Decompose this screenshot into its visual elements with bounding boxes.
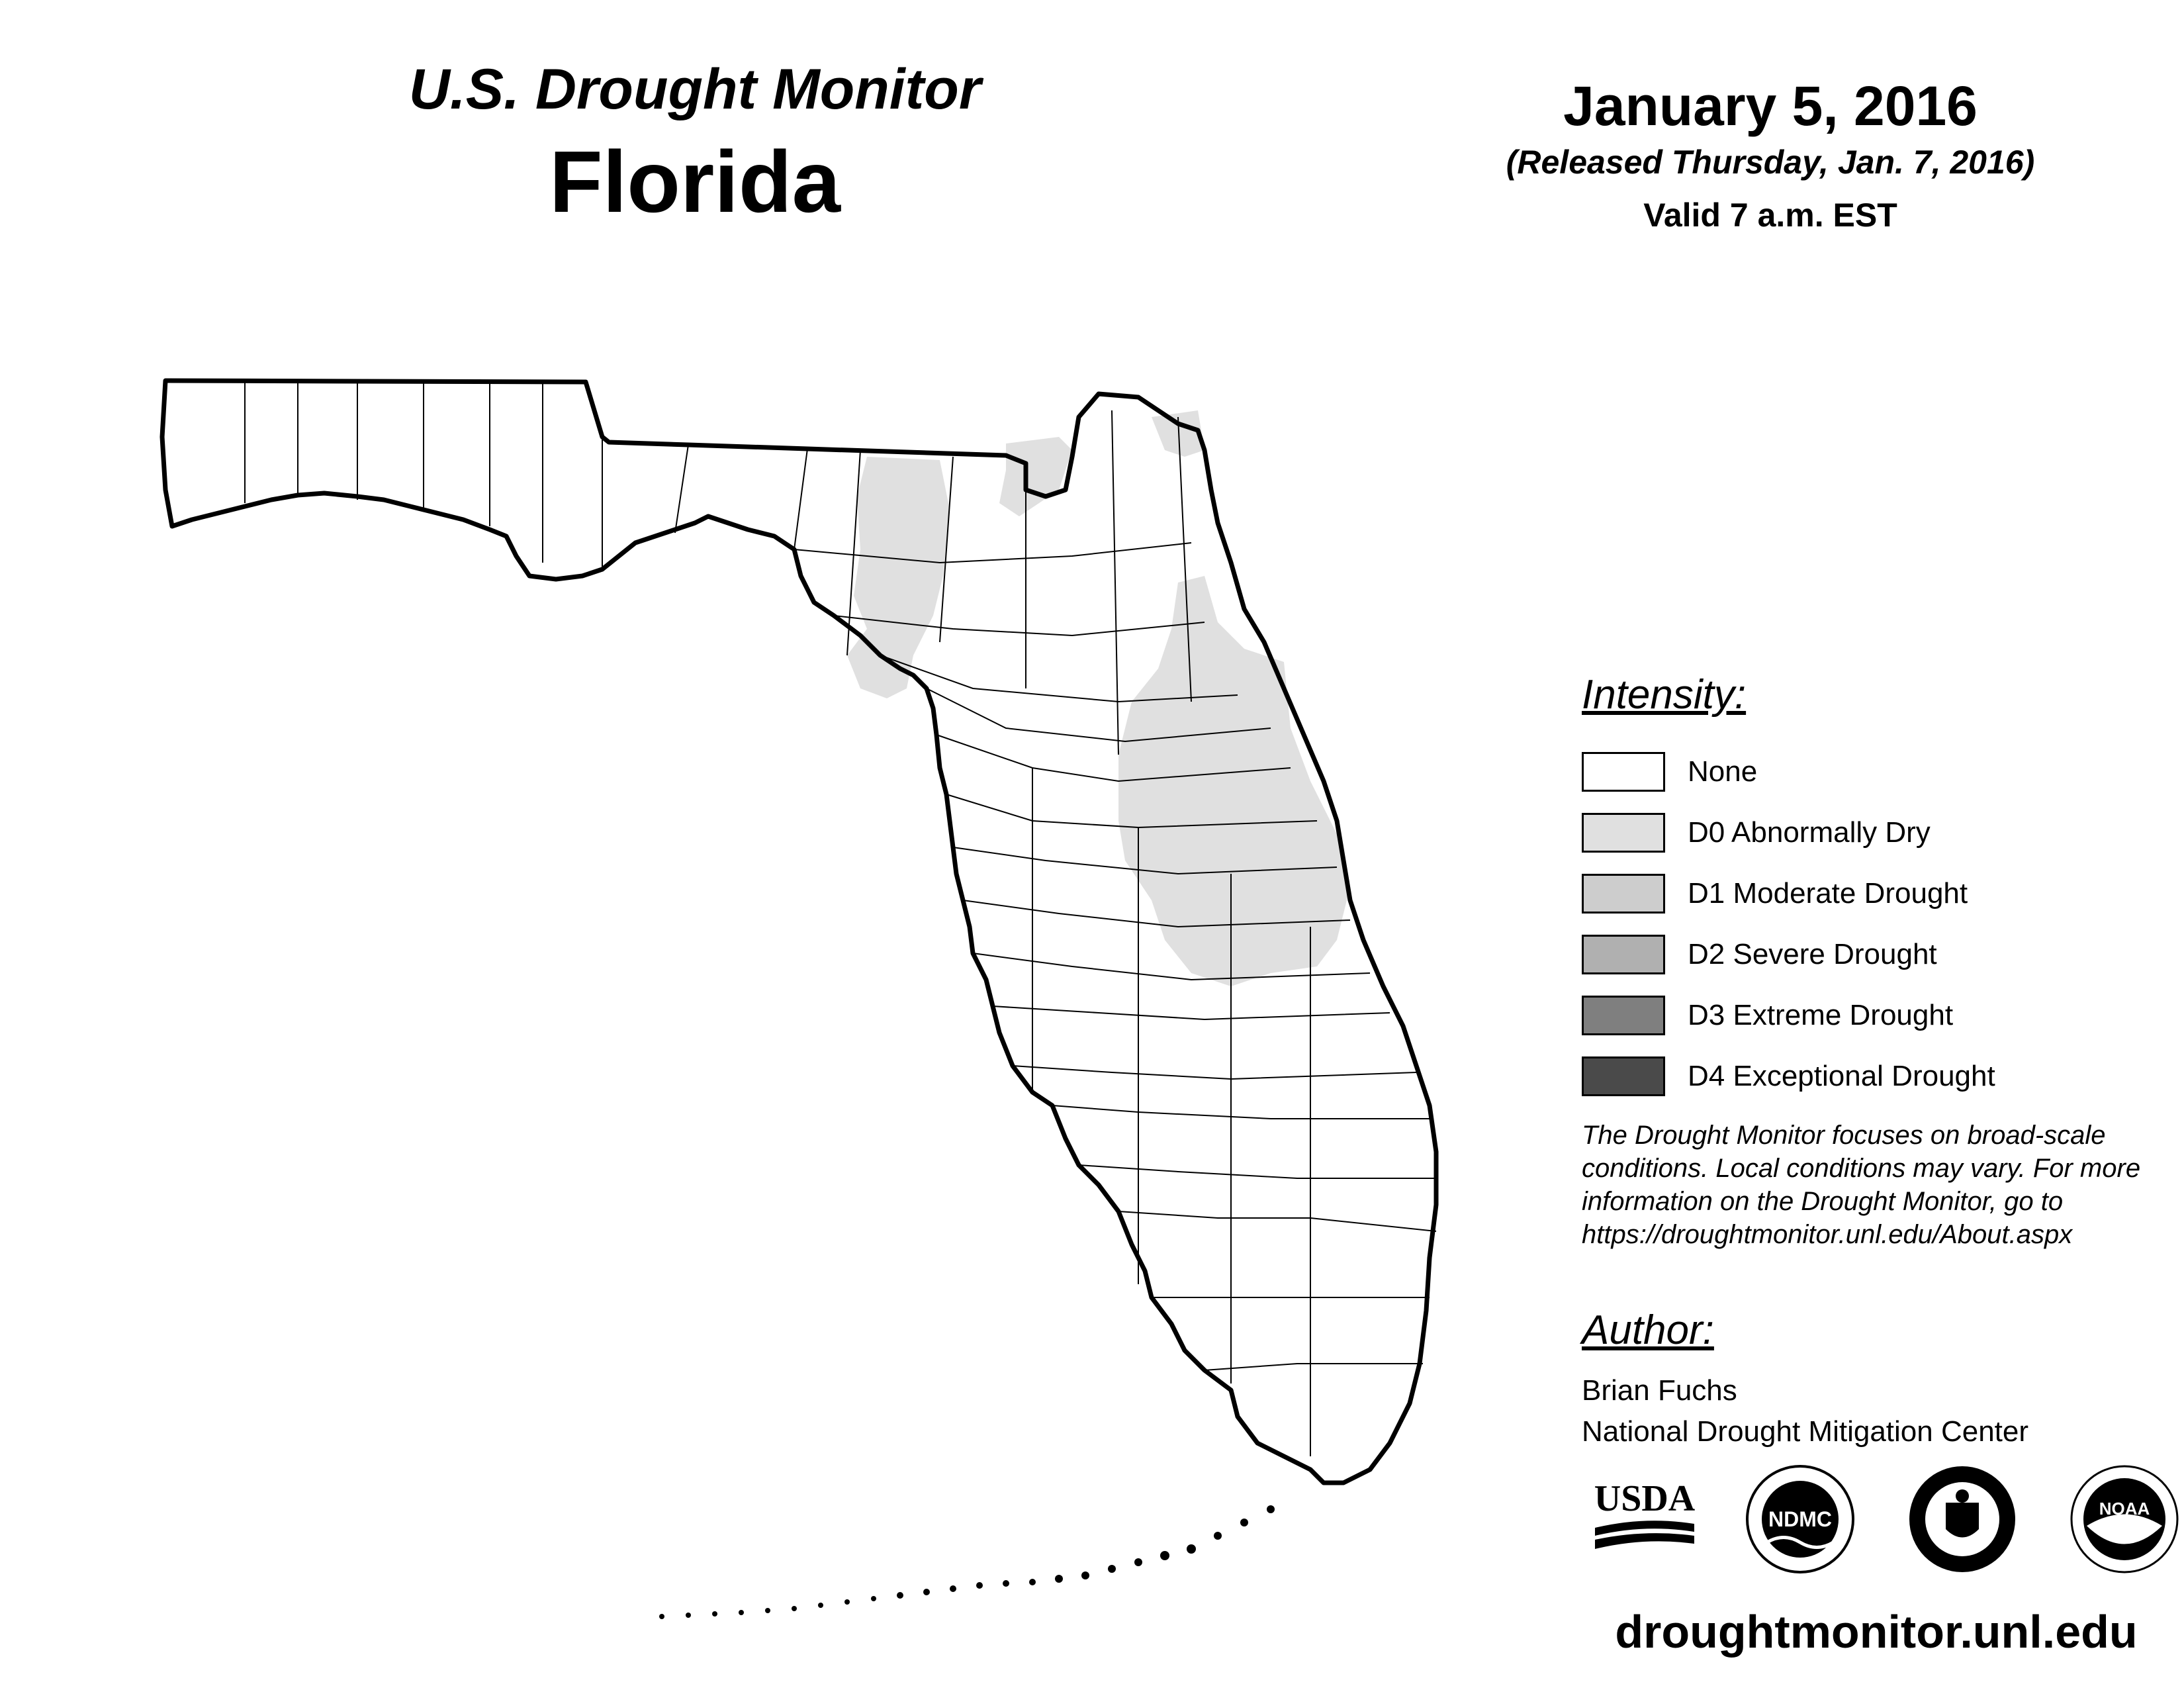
commerce-seal — [1906, 1463, 2019, 1575]
author-block — [1582, 1304, 2164, 1452]
legend-swatch-d0 — [1582, 813, 1665, 853]
legend-swatch-d3 — [1582, 996, 1665, 1035]
ndmc-logo — [1744, 1463, 1856, 1575]
map-date: January 5, 2016 — [1563, 75, 1978, 137]
website-url[interactable]: droughtmonitor.unl.edu — [1615, 1606, 2138, 1658]
valid-time: Valid 7 a.m. EST — [1643, 197, 1897, 234]
legend-swatch-d1 — [1582, 874, 1665, 914]
usda-logo-text: USDA — [1594, 1478, 1696, 1519]
legend-swatch-none — [1582, 752, 1665, 792]
d0-area-northeast-top — [999, 437, 1072, 516]
legend-item — [1582, 1046, 2164, 1107]
florida-map — [146, 357, 1469, 1628]
author-org: National Drought Mitigation Center — [1582, 1415, 2029, 1448]
author-name: Brian Fuchs — [1582, 1374, 1737, 1407]
legend-title: Intensity: — [1582, 672, 1747, 718]
legend — [1582, 669, 2164, 1107]
legend-label: None — [1688, 755, 1758, 788]
agency-logos — [1588, 1476, 2171, 1609]
title-block — [199, 53, 1191, 232]
disclaimer-text: The Drought Monitor focuses on broad-scale conditions. Local conditions may vary. For more information on the Drought Monitor, go to https://droughtmonitor.unl.edu/About.aspx — [1582, 1121, 2141, 1249]
legend-label: D3 Extreme Drought — [1688, 999, 1954, 1031]
state-title: Florida — [549, 133, 841, 230]
legend-item — [1582, 985, 2164, 1046]
legend-swatch-d2 — [1582, 935, 1665, 974]
release-date: (Released Thursday, Jan. 7, 2016) — [1506, 144, 2035, 181]
ndmc-logo-text: NDMC — [1768, 1507, 1832, 1531]
legend-label: D1 Moderate Drought — [1688, 877, 1968, 910]
author-title: Author: — [1582, 1307, 1714, 1353]
legend-label: D0 Abnormally Dry — [1688, 816, 1931, 849]
map-subtitle: U.S. Drought Monitor — [408, 58, 981, 121]
legend-item — [1582, 741, 2164, 802]
legend-item — [1582, 924, 2164, 985]
legend-item — [1582, 863, 2164, 924]
d0-areas — [847, 410, 1350, 986]
usda-logo — [1588, 1476, 1701, 1556]
legend-label: D2 Severe Drought — [1688, 938, 1937, 970]
legend-swatch-d4 — [1582, 1056, 1665, 1096]
legend-item — [1582, 802, 2164, 863]
date-block — [1456, 73, 2085, 242]
noaa-logo — [2068, 1463, 2181, 1575]
florida-keys — [659, 1505, 1275, 1619]
noaa-logo-text: NOAA — [2099, 1499, 2150, 1519]
legend-label: D4 Exceptional Drought — [1688, 1060, 1995, 1092]
